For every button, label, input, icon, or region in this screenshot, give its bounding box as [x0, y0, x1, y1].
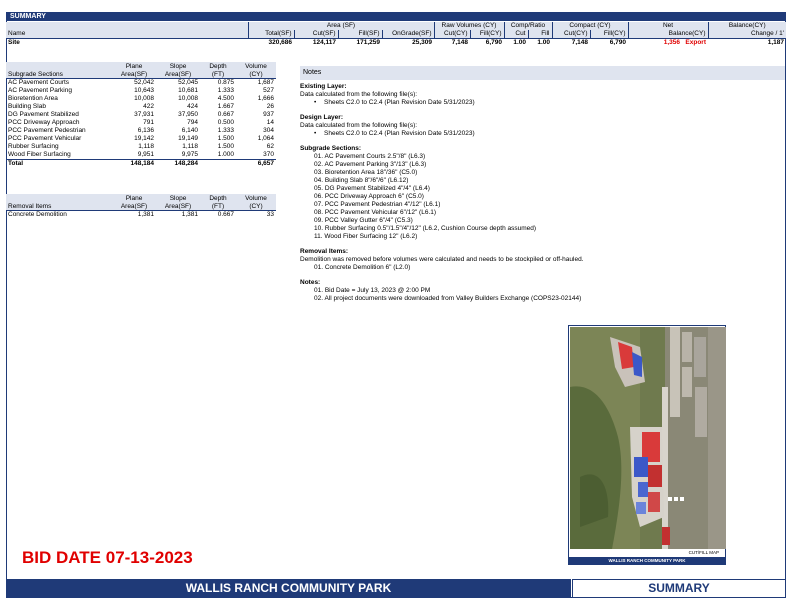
group-raw: Raw Volumes (CY) — [434, 22, 504, 30]
subgrade-cell-name: DG Pavement Stabilized — [8, 111, 79, 118]
site-net-balance: 1,356 — [663, 39, 680, 46]
subgrade-notes-list — [300, 153, 785, 241]
removal-depth-h2: (FT) — [200, 202, 236, 211]
site-ongrade: 25,309 — [412, 39, 432, 46]
subgrade-cell-depth: 0.667 — [217, 111, 234, 118]
group-comp: Comp/Ratio — [504, 22, 552, 30]
subgrade-cell-plane: 10,643 — [134, 87, 154, 94]
subgrade-row — [6, 103, 276, 111]
site-total: 320,686 — [268, 39, 292, 46]
summary-title: SUMMARY — [10, 13, 46, 20]
subgrade-cell-volume: 26 — [266, 103, 274, 110]
col-total: Total(SF) — [248, 30, 294, 39]
subgrade-cell-depth: 1.500 — [217, 135, 234, 142]
subgrade-cell-plane: 1,118 — [138, 143, 154, 150]
notes-title: Notes: — [300, 279, 321, 286]
subgrade-cell-name: PCC Pavement Vehicular — [8, 135, 82, 142]
col-raw-cut: Cut(CY) — [434, 30, 470, 39]
subgrade-cell-slope: 52,045 — [178, 79, 198, 86]
group-compact: Compact (CY) — [552, 22, 628, 30]
site-raw-fill: 6,790 — [485, 39, 502, 46]
site-net-export: Export — [685, 39, 706, 46]
group-net: Net — [628, 22, 708, 30]
col-fill-sf: Fill(SF) — [338, 30, 382, 39]
subgrade-cell-slope: 10,008 — [178, 95, 198, 102]
col-raw-fill: Fill(CY) — [470, 30, 504, 39]
group-balchg: Balance(CY) — [708, 22, 786, 30]
removal-cell-volume: 33 — [266, 211, 274, 218]
subgrade-cell-name: Bioretention Area — [8, 95, 58, 102]
cut-fill-map — [568, 325, 726, 565]
summary-table — [6, 22, 786, 47]
aerial-map-image — [570, 327, 726, 549]
bid-date: BID DATE 07-13-2023 — [22, 548, 193, 567]
subgrade-total-plane: 148,184 — [112, 160, 156, 169]
subgrade-row — [6, 119, 276, 127]
subgrade-cell-plane: 9,951 — [137, 151, 154, 158]
subgrade-cell-depth: 1.333 — [217, 87, 234, 94]
subgrade-volume-h1: Volume — [236, 62, 276, 70]
subgrade-cell-slope: 19,149 — [178, 135, 198, 142]
design-layer-file: • Sheets C2.0 to C2.4 (Plan Revision Date 5/31/2023) — [300, 130, 785, 138]
removal-slope-h2: Area(SF) — [156, 202, 200, 211]
subgrade-slope-h2: Area(SF) — [156, 70, 200, 79]
summary-title-bar — [6, 12, 786, 21]
general-note-item: 02. All project documents were downloaded from Valley Builders Exchange (COPS23-02144) — [314, 295, 582, 302]
removal-items-desc: Demolition was removed before volumes were calculated and needs to be stockpiled or off-hauled. — [300, 256, 584, 263]
subgrade-row — [6, 95, 276, 103]
removal-header-row-1 — [6, 194, 276, 202]
subgrade-row — [6, 79, 276, 88]
subgrade-cell-plane: 791 — [143, 119, 154, 126]
subgrade-total-row — [6, 160, 276, 169]
removal-cell-depth: 0.667 — [217, 211, 234, 218]
removal-depth-h1: Depth — [200, 194, 236, 202]
subgrade-name-header: Subgrade Sections — [6, 70, 112, 79]
subgrade-note-item: 09. PCC Valley Gutter 6"/4" (C5.3) — [314, 217, 413, 224]
design-layer-desc: Data calculated from the following file(s): — [300, 122, 418, 129]
subgrade-cell-slope: 1,118 — [182, 143, 198, 150]
map-footer: WALLIS RANCH COMMUNITY PARK — [569, 557, 725, 565]
project-name-footer: WALLIS RANCH COMMUNITY PARK — [6, 579, 571, 598]
site-cut-sf: 124,117 — [312, 39, 336, 46]
subgrade-cell-plane: 10,008 — [134, 95, 154, 102]
col-ongrade: OnGrade(SF) — [382, 30, 434, 39]
removal-name-header: Removal Items — [6, 202, 112, 211]
subgrade-total-volume: 6,657 — [236, 160, 276, 169]
removal-items-title: Removal Items: — [300, 248, 349, 255]
subgrade-note-item: 11. Wood Fiber Surfacing 12" (L6.2) — [314, 233, 418, 240]
site-balance-change: 1,187 — [767, 39, 784, 46]
subgrade-note-item: 05. DG Pavement Stabilized 4"/4" (L6.4) — [314, 185, 430, 192]
subgrade-note-item: 08. PCC Pavement Vehicular 6"/12" (L6.1) — [314, 209, 437, 216]
subgrade-plane-h2: Area(SF) — [112, 70, 156, 79]
subgrade-cell-depth: 4.500 — [217, 95, 234, 102]
subgrade-cell-name: AC Pavement Courts — [8, 79, 70, 86]
subgrade-row — [6, 151, 276, 160]
col-comp-fill: Fill — [528, 30, 552, 39]
site-comp-cut: 1.00 — [513, 39, 526, 46]
subgrade-row — [6, 135, 276, 143]
existing-layer-desc: Data calculated from the following file(s): — [300, 91, 418, 98]
subgrade-cell-plane: 37,931 — [134, 111, 154, 118]
subgrade-cell-plane: 19,142 — [134, 135, 154, 142]
design-layer-title: Design Layer: — [300, 114, 343, 121]
subgrade-cell-plane: 6,136 — [137, 127, 154, 134]
subgrade-volume-h2: (CY) — [236, 70, 276, 79]
page-name-footer: SUMMARY — [572, 579, 786, 598]
subgrade-row — [6, 143, 276, 151]
col-compact-fill: Fill(CY) — [590, 30, 628, 39]
col-name: Name — [6, 30, 248, 39]
subgrade-cell-volume: 14 — [266, 119, 274, 126]
site-comp-fill: 1.00 — [537, 39, 550, 46]
removal-cell-slope: 1,381 — [181, 211, 198, 218]
site-compact-cut: 7,148 — [571, 39, 588, 46]
site-fill-sf: 171,259 — [356, 39, 380, 46]
removal-table — [6, 194, 276, 219]
removal-plane-h2: Area(SF) — [112, 202, 156, 211]
subgrade-cell-depth: 1.000 — [217, 151, 234, 158]
subgrade-cell-name: PCC Pavement Pedestrian — [8, 127, 86, 134]
col-compact-cut: Cut(CY) — [552, 30, 590, 39]
subgrade-cell-volume: 1,064 — [257, 135, 274, 142]
subgrade-cell-slope: 37,950 — [178, 111, 198, 118]
removal-volume-h2: (CY) — [236, 202, 276, 211]
removal-note-item: 01. Concrete Demolition 6" (L2.0) — [314, 264, 411, 271]
col-comp-cut: Cut — [504, 30, 528, 39]
removal-volume-h1: Volume — [236, 194, 276, 202]
subgrade-cell-slope: 10,681 — [178, 87, 198, 94]
subgrade-note-item: 06. PCC Driveway Approach 6" (C5.0) — [314, 193, 424, 200]
general-notes-list — [300, 287, 785, 303]
subgrade-cell-volume: 1,666 — [257, 95, 274, 102]
site-compact-fill: 6,790 — [609, 39, 626, 46]
subgrade-cell-volume: 937 — [263, 111, 274, 118]
site-name: Site — [8, 39, 20, 46]
subgrade-row — [6, 87, 276, 95]
subgrade-header-row-1 — [6, 62, 276, 70]
subgrade-sections-title: Subgrade Sections: — [300, 145, 362, 152]
summary-site-row — [6, 39, 786, 48]
subgrade-plane-h1: Plane — [112, 62, 156, 70]
subgrade-row — [6, 111, 276, 119]
col-net-balance: Balance(CY) — [628, 30, 708, 39]
map-label: CUT/FILL MAP — [688, 550, 719, 555]
removal-row — [6, 211, 276, 220]
notes-panel — [300, 66, 785, 303]
subgrade-cell-slope: 9,975 — [181, 151, 198, 158]
summary-group-row — [6, 22, 786, 30]
removal-notes-list — [300, 264, 785, 272]
subgrade-cell-depth: 0.875 — [217, 79, 234, 86]
subgrade-cell-volume: 304 — [263, 127, 274, 134]
subgrade-cell-volume: 527 — [263, 87, 274, 94]
subgrade-note-item: 07. PCC Pavement Pedestrian 4"/12" (L6.1) — [314, 201, 441, 208]
subgrade-total-label: Total — [6, 160, 112, 169]
subgrade-total-depth — [200, 160, 236, 169]
subgrade-depth-h2: (FT) — [200, 70, 236, 79]
subgrade-row — [6, 127, 276, 135]
subgrade-cell-plane: 422 — [143, 103, 154, 110]
subgrade-cell-volume: 1,687 — [257, 79, 274, 86]
subgrade-cell-slope: 794 — [187, 119, 198, 126]
existing-layer-title: Existing Layer: — [300, 83, 347, 90]
removal-header-row-2 — [6, 202, 276, 211]
subgrade-table — [6, 62, 276, 168]
subgrade-cell-depth: 0.500 — [217, 119, 234, 126]
removal-cell-plane: 1,381 — [137, 211, 154, 218]
subgrade-cell-depth: 1.667 — [217, 103, 234, 110]
removal-cell-name: Concrete Demolition — [8, 211, 67, 218]
subgrade-note-item: 04. Building Slab 8"/6"/6" (L6.12) — [314, 177, 409, 184]
removal-plane-h1: Plane — [112, 194, 156, 202]
subgrade-cell-name: AC Pavement Parking — [8, 87, 72, 94]
subgrade-cell-depth: 1.500 — [217, 143, 234, 150]
subgrade-cell-slope: 424 — [187, 103, 198, 110]
subgrade-note-item: 10. Rubber Surfacing 0.5"/1.5"/4"/12" (L6.2, Cushion Course depth assumed) — [314, 225, 537, 232]
summary-header-row — [6, 30, 786, 39]
subgrade-header-row-2 — [6, 70, 276, 79]
subgrade-cell-name: Building Slab — [8, 103, 46, 110]
subgrade-note-item: 03. Bioretention Area 18"/36" (C5.0) — [314, 169, 418, 176]
site-raw-cut: 7,148 — [451, 39, 468, 46]
subgrade-cell-volume: 370 — [263, 151, 274, 158]
subgrade-cell-name: Rubber Surfacing — [8, 143, 59, 150]
subgrade-cell-depth: 1.333 — [217, 127, 234, 134]
col-balance-change: Change / 1' — [708, 30, 786, 39]
subgrade-note-item: 02. AC Pavement Parking 3"/13" (L6.3) — [314, 161, 427, 168]
subgrade-slope-h1: Slope — [156, 62, 200, 70]
removal-slope-h1: Slope — [156, 194, 200, 202]
notes-heading: Notes — [300, 66, 785, 80]
general-note-item: 01. Bid Date = July 13, 2023 @ 2:00 PM — [314, 287, 431, 294]
subgrade-cell-name: PCC Driveway Approach — [8, 119, 80, 126]
subgrade-cell-plane: 52,042 — [134, 79, 154, 86]
existing-layer-file: • Sheets C2.0 to C2.4 (Plan Revision Date 5/31/2023) — [300, 99, 785, 107]
group-area: Area (SF) — [248, 22, 434, 30]
subgrade-total-slope: 148,284 — [156, 160, 200, 169]
subgrade-cell-volume: 62 — [266, 143, 274, 150]
subgrade-depth-h1: Depth — [200, 62, 236, 70]
subgrade-cell-slope: 6,140 — [181, 127, 198, 134]
subgrade-cell-name: Wood Fiber Surfacing — [8, 151, 71, 158]
col-cut-sf: Cut(SF) — [294, 30, 338, 39]
subgrade-note-item: 01. AC Pavement Courts 2.5"/8" (L6.3) — [314, 153, 426, 160]
